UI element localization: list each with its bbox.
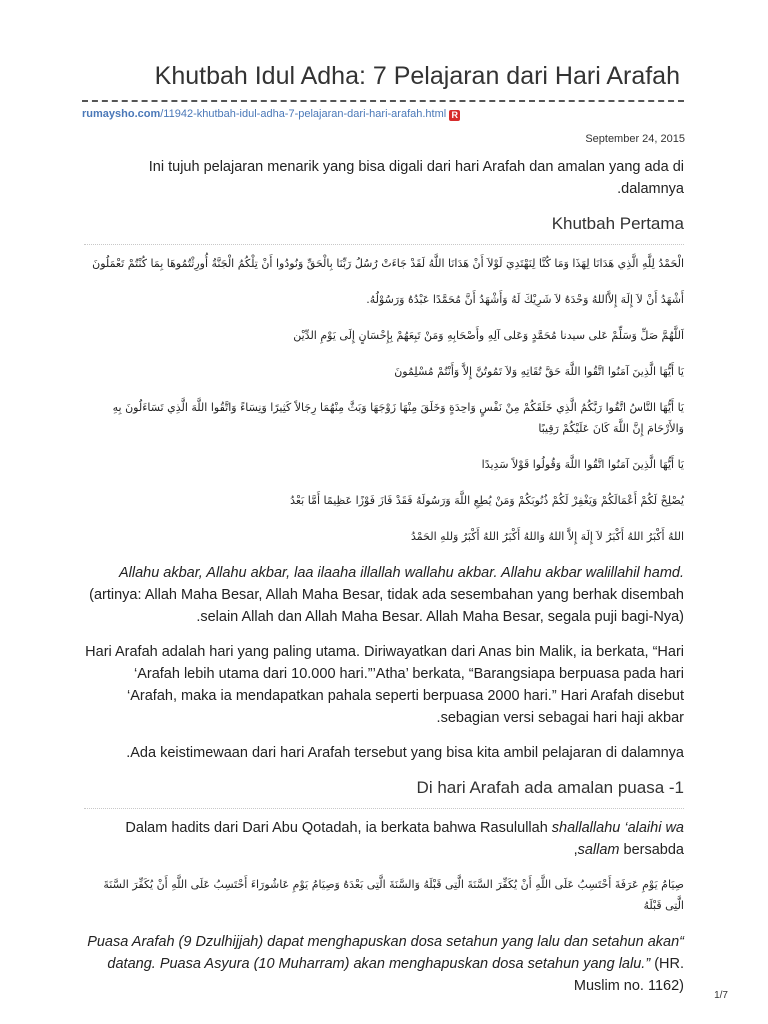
r-badge-icon: R xyxy=(449,110,460,121)
hadith-intro-text: Dalam hadits dari Dari Abu Qotadah, ia berkata bahwa Rasulullah xyxy=(125,820,552,836)
intro-paragraph: Ini tujuh pelajaran menarik yang bisa digali dari hari Arafah dan amalan yang ada di dalamnya. xyxy=(148,159,684,197)
page-number: 1/7 xyxy=(714,990,728,1001)
section-divider xyxy=(84,808,684,809)
hadith-reference: (HR. Muslim no. 1162) xyxy=(573,956,684,994)
arabic-line: يُصْلِحْ لَكُمْ أَعْمَالَكُمْ وَيَغْفِرْ لَكُمْ ذُنُوبَكُمْ وَمَنْ يُطِعِ اللَّهَ وَرَسُولَهُ فَقَدْ فَازَ فَوْزًا عَظِيمًا أَمَّا بَعْدُ xyxy=(290,494,684,507)
section-heading-puasa: Di hari Arafah ada amalan puasa -1 xyxy=(416,778,684,797)
takbir-meaning: (artinya: Allah Maha Besar, Allah Maha Besar, tidak ada sesembahan yang berhak disembah selain Allah dan Allah Maha Besar. Allah Maha Besar, segala puji bagi-Nya). xyxy=(89,587,684,625)
hadith-translation: “Puasa Arafah (9 Dzulhijjah) dapat menghapuskan dosa setahun yang lalu dan setahun akan datang. Puasa Asyura (10 Muharram) akan menghapuskan dosa setahun yang lalu.” xyxy=(87,934,684,972)
takbir-latin: Allahu akbar, Allahu akbar, laa ilaaha illallah wallahu akbar. Allahu akbar walillahil hamd. xyxy=(118,565,684,581)
source-domain[interactable]: rumaysho.com xyxy=(82,108,161,120)
takbir-paragraph xyxy=(84,562,684,628)
hadith-translation-paragraph xyxy=(84,931,684,997)
hadith-intro-end: bersabda, xyxy=(573,842,684,858)
section-heading-khutbah-pertama: Khutbah Pertama xyxy=(551,214,684,233)
source-path[interactable]: /11942-khutbah-idul-adha-7-pelajaran-dari-hari-arafah.html xyxy=(160,108,447,120)
arabic-line: يَا أَيُّهَا الَّذِينَ آمَنُوا اتَّقُوا اللَّهَ وَقُولُوا قَوْلاً سَدِيدًا xyxy=(481,458,684,471)
arabic-line: الْحَمْدُ لِلَّهِ الَّذِي هَدَانَا لِهَذَا وَمَا كُنَّا لِنَهْتَدِيَ لَوْلاَ أَنْ هَدَانَا اللَّهُ لَقَدْ جَاءَتْ رُسُلُ رَبِّنَا بِالْحَقِّ وَنُودُوا أَنْ تِلْكُمُ الْجَنَّةُ أُورِثْتُمُوهَا بِمَا كُنْتُمْ تَعْمَلُونَ xyxy=(92,257,684,270)
section-divider xyxy=(84,244,684,245)
keistimewaan-paragraph: Ada keistimewaan dari hari Arafah tersebut yang bisa kita ambil pelajaran di dalamnya. xyxy=(126,745,684,761)
arafah-paragraph: Hari Arafah adalah hari yang paling utama. Diriwayatkan dari Anas bin Malik, ia berkata, “Hari ‘Arafah lebih utama dari 10.000 hari.”’Atha’ berkata, “Barangsiapa berpuasa pada hari ‘Arafah, maka ia mendapatkan pahala seperti berpuasa 2000 hari.” Hari Arafah disebut sebagian versi sebagai hari haji akbar. xyxy=(85,644,684,726)
arabic-line: أَشْهَدُ أَنْ لاَ إِلَهَ إِلاَّاللهُ وَحْدَهُ لاَ شَرِيْكَ لَهُ وَأَشْهَدُ أَنَّ مُحَمَّدًا عَبْدُهُ وَرَسُوْلُهُ. xyxy=(366,293,684,306)
salawat-text: shallallahu ‘alaihi wa sallam xyxy=(551,820,684,858)
article-title: Khutbah Idul Adha: 7 Pelajaran dari Hari Arafah xyxy=(154,62,680,90)
source-link[interactable] xyxy=(82,108,460,121)
title-divider xyxy=(82,100,684,102)
arabic-line: اللهُ أَكْبَرُ اللهُ أَكْبَرُ لاَ إِلَهَ إِلاَّ اللهُ وَاللهُ أَكْبَرُ اللهُ أَكْبَرُ وَللهِ الحَمْدُ xyxy=(411,530,684,543)
arabic-line: اَللَّهُمَّ صَلِّ وَسَلِّمْ عَلى سيدنا مُحَمَّدٍ وَعَلى آلِهِ وأَصْحَابِهِ وَمَنْ تَبِعَهُمْ بِإِحْسَانٍ إِلَى يَوْمِ الدِّيْن xyxy=(293,329,684,342)
arabic-line: يَا أَيُّهَا النَّاسُ اتَّقُوا رَبَّكُمُ الَّذِي خَلَقَكُمْ مِنْ نَفْسٍ وَاحِدَةٍ وَخَلَقَ مِنْهَا زَوْجَهَا وَبَثَّ مِنْهُمَا رِجَالاً كَثِيرًا وَنِسَاءً وَاتَّقُوا اللَّهَ الَّذِي تَسَاءَلُونَ بِهِ وَالأَرْحَامَ إِنَّ اللَّهَ كَانَ عَلَيْكُمْ رَقِيبًا xyxy=(112,401,684,435)
hadith-intro xyxy=(84,817,684,861)
article-body xyxy=(84,156,684,997)
publish-date: September 24, 2015 xyxy=(585,133,685,145)
arabic-line: يَا أَيُّهَا الَّذِينَ آمَنُوا اتَّقُوا اللَّهَ حَقَّ تُقَاتِهِ وَلاَ تَمُوتُنَّ إِلاَّ وَأَنْتُمْ مُسْلِمُونَ xyxy=(394,365,684,378)
hadith-arabic: صِيَامُ يَوْمِ عَرَفَةَ أَحْتَسِبُ عَلَى اللَّهِ أَنْ يُكَفِّرَ السَّنَةَ الَّتِى قَبْلَهُ وَالسَّنَةَ الَّتِى بَعْدَهُ وَصِيَامُ يَوْمِ عَاشُورَاءَ أَحْتَسِبُ عَلَى اللَّهِ أَنْ يُكَفِّرَ السَّنَةَ الَّتِى قَبْلَهُ xyxy=(103,878,684,912)
